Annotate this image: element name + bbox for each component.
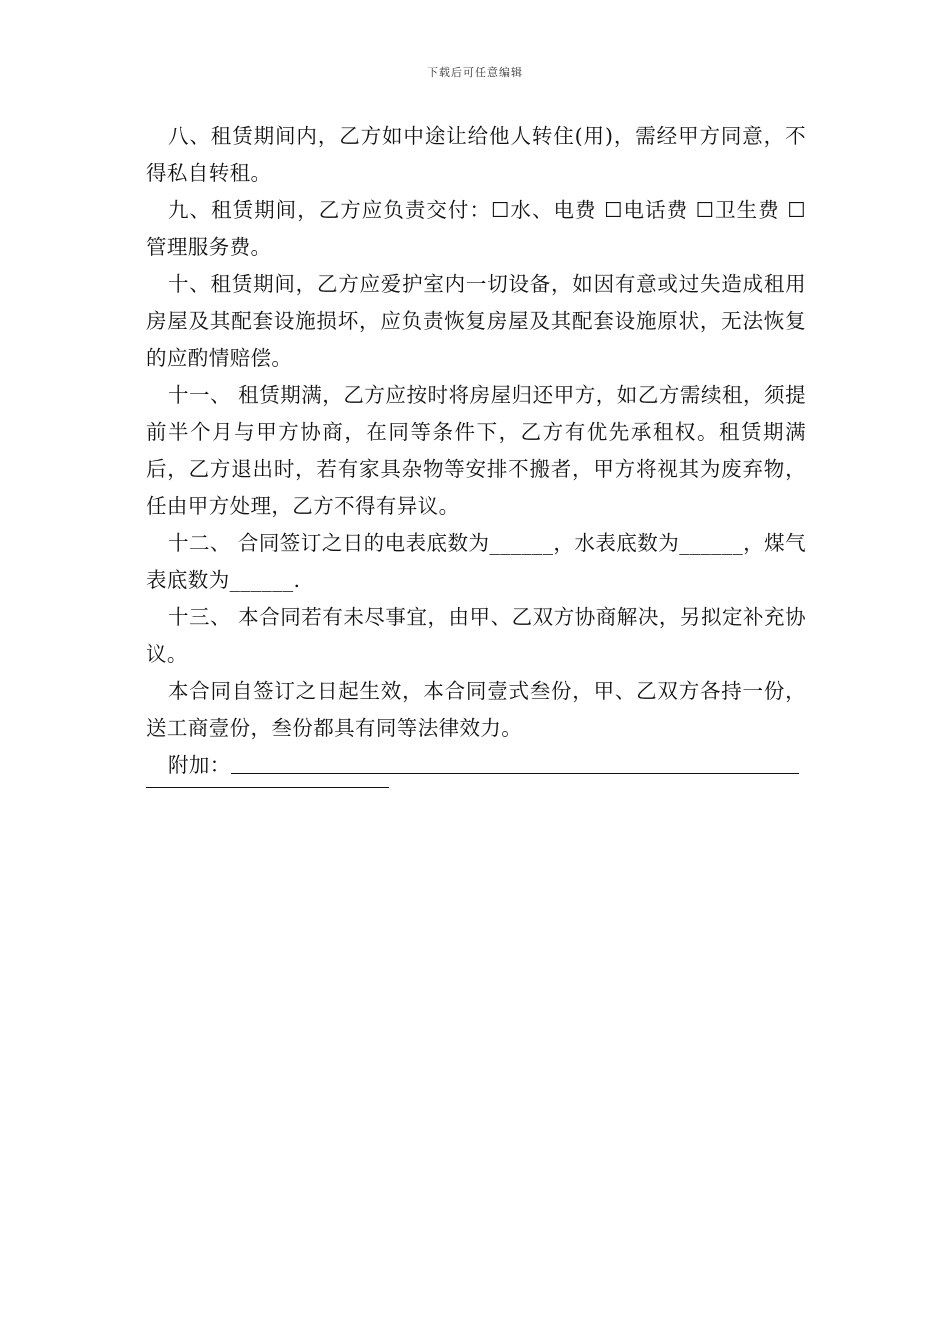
attachment-blank-rule: [231, 753, 799, 774]
attachment-line: [146, 747, 806, 784]
clause-13: 十三、 本合同若有未尽事宜，由甲、乙双方协商解决，另拟定补充协议。: [146, 605, 806, 666]
clause-8: 八、租赁期间内，乙方如中途让给他人转住(用)，需经甲方同意，不得私自转租。: [146, 124, 806, 185]
clause-12: 十二、 合同签订之日的电表底数为______，水表底数为______，煤气表底数为______.: [146, 531, 806, 592]
effective-clause: 本合同自签订之日起生效，本合同壹式叁份，甲、乙双方各持一份，送工商壹份，叁份都具有同等法律效力。: [146, 679, 806, 740]
clause-11: 十一、 租赁期满，乙方应按时将房屋归还甲方，如乙方需续租，须提前半个月与甲方协商，在同等条件下，乙方有优先承租权。租赁期满后，乙方退出时，若有家具杂物等安排不搬者，甲方将视其为废弃物，任由甲方处理，乙方不得有异议。: [146, 383, 806, 518]
attachment-blank-rule-continued: [146, 786, 389, 788]
attachment-label: 附加：: [168, 753, 231, 777]
contract-body: [146, 118, 806, 788]
clause-9: 九、租赁期间，乙方应负责交付：☐水、电费 ☐电话费 ☐卫生费 ☐管理服务费。: [146, 198, 806, 259]
page-header-note: 下载后可任意编辑: [427, 66, 523, 79]
clause-10: 十、租赁期间，乙方应爱护室内一切设备，如因有意或过失造成租用房屋及其配套设施损坏，应负责恢复房屋及其配套设施原状，无法恢复的应酌情赔偿。: [146, 272, 806, 370]
